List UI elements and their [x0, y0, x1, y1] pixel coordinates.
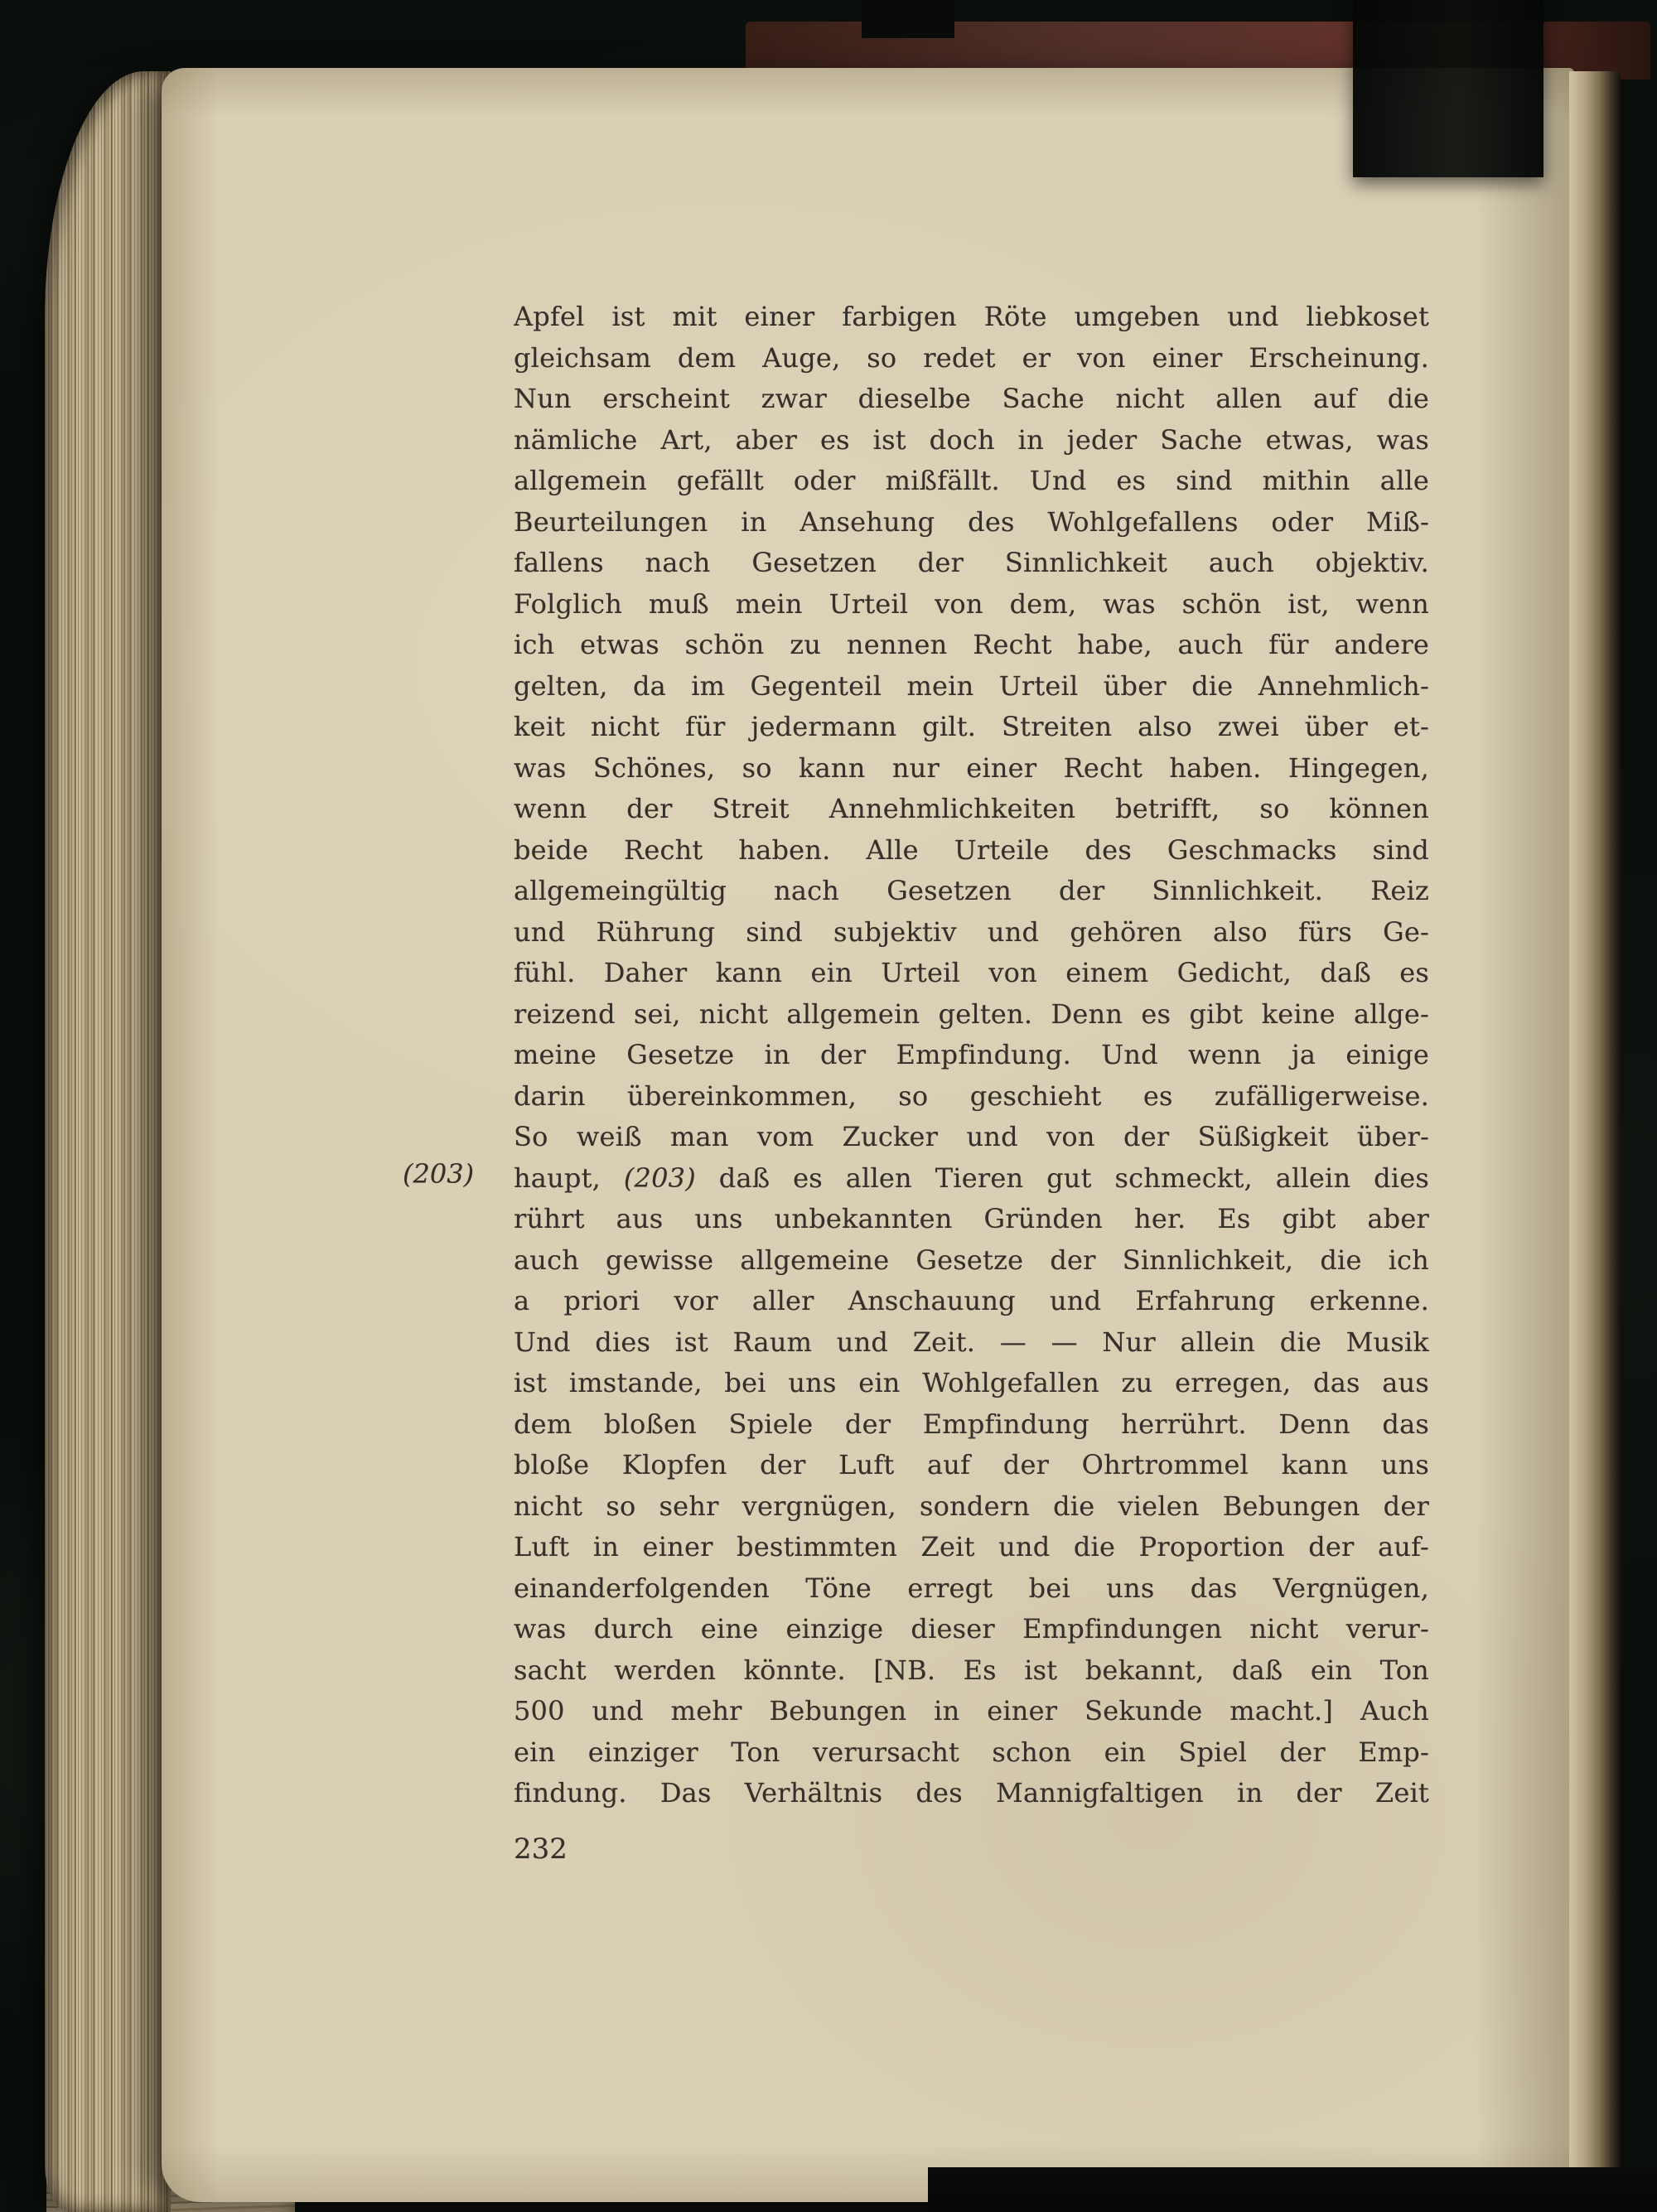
text-line: was Schönes, so kann nur einer Recht haben. Hingegen,: [514, 751, 1429, 784]
text-line: Luft in einer bestimmten Zeit und die Proportion der auf-: [514, 1531, 1429, 1562]
text-line: findung. Das Verhältnis des Mannigfaltigen in der Zeit: [514, 1777, 1429, 1809]
page-number: 232: [514, 1833, 568, 1866]
text-line: keit nicht für jedermann gilt. Streiten also zwei über et-: [514, 711, 1429, 742]
text-line: was durch eine einzige dieser Empfindungen nicht verur-: [514, 1613, 1429, 1645]
text-line: bloße Klopfen der Luft auf der Ohrtrommel kann uns: [514, 1449, 1429, 1480]
line-text-before: haupt,: [514, 1162, 624, 1194]
text-line: meine Gesetze in der Empfindung. Und wenn ja einige: [514, 1039, 1429, 1070]
margin-note: (203): [403, 1158, 475, 1190]
text-line: nämliche Art, aber es ist doch in jeder Sache etwas, was: [514, 423, 1429, 456]
text-line: fallens nach Gesetzen der Sinnlichkeit auch objektiv.: [514, 547, 1429, 578]
text-line: rührt aus uns unbekannten Gründen her. Es gibt aber: [514, 1203, 1429, 1234]
text-line: Apfel ist mit einer farbigen Röte umgeben und liebkoset: [514, 301, 1429, 332]
text-line: ist imstande, bei uns ein Wohlgefallen zu erregen, das aus: [514, 1367, 1429, 1398]
text-line: einanderfolgenden Töne erregt bei uns das Vergnügen,: [514, 1572, 1429, 1604]
text-line: Folglich muß mein Urteil von dem, was schön ist, wenn: [514, 587, 1429, 620]
text-line: gleichsam dem Auge, so redet er von einer Erscheinung.: [514, 341, 1429, 374]
text-line: beide Recht haben. Alle Urteile des Geschmacks sind: [514, 833, 1429, 866]
text-line: sacht werden könnte. [NB. Es ist bekannt, daß ein Ton: [514, 1654, 1429, 1686]
text-line: und Rührung sind subjektiv und gehören also fürs Ge-: [514, 915, 1429, 948]
text-line: fühl. Daher kann ein Urteil von einem Gedicht, daß es: [514, 957, 1429, 988]
shadow-band-small: [862, 0, 954, 38]
text-line-with-marker: [514, 1158, 1429, 1200]
text-line: a priori vor aller Anschauung und Erfahrung erkenne.: [514, 1285, 1429, 1316]
line-text-after: daß es allen Tieren gut schmeckt, allein dies: [695, 1162, 1429, 1194]
text-line: Und dies ist Raum und Zeit. — — Nur allein die Musik: [514, 1326, 1429, 1358]
text-line: allgemein gefällt oder mißfällt. Und es sind mithin alle: [514, 465, 1429, 496]
text-line: wenn der Streit Annehmlichkeiten betrifft, so können: [514, 793, 1429, 824]
text-line: So weiß man vom Zucker und von der Süßigkeit über-: [514, 1121, 1429, 1152]
right-page-edge: [1569, 71, 1621, 2171]
text-line: Beurteilungen in Ansehung des Wohlgefallens oder Miß-: [514, 505, 1429, 538]
page-stack-fore-edge: [45, 71, 171, 2212]
text-line: allgemeingültig nach Gesetzen der Sinnlichkeit. Reiz: [514, 875, 1429, 906]
text-line: reizend sei, nicht allgemein gelten. Denn es gibt keine allge-: [514, 997, 1429, 1030]
text-line: darin übereinkommen, so geschieht es zufälligerweise.: [514, 1079, 1429, 1112]
text-line: gelten, da im Gegenteil mein Urteil über die Annehmlich-: [514, 669, 1429, 702]
text-line: ein einziger Ton verursacht schon ein Spiel der Emp-: [514, 1736, 1429, 1768]
bottom-shadow-strip: [928, 2167, 1657, 2212]
text-line: ich etwas schön zu nennen Recht habe, auch für andere: [514, 629, 1429, 660]
shadow-band-large: [1353, 0, 1543, 177]
text-line: dem bloßen Spiele der Empfindung herrührt. Denn das: [514, 1408, 1429, 1440]
text-line: auch gewisse allgemeine Gesetze der Sinnlichkeit, die ich: [514, 1244, 1429, 1276]
page-text-block: [403, 297, 1429, 1814]
inline-section-marker: (203): [623, 1162, 696, 1194]
text-line: Nun erscheint zwar dieselbe Sache nicht allen auf die: [514, 383, 1429, 414]
text-line: nicht so sehr vergnügen, sondern die vielen Bebungen der: [514, 1490, 1429, 1522]
text-line: 500 und mehr Bebungen in einer Sekunde macht.] Auch: [514, 1695, 1429, 1727]
